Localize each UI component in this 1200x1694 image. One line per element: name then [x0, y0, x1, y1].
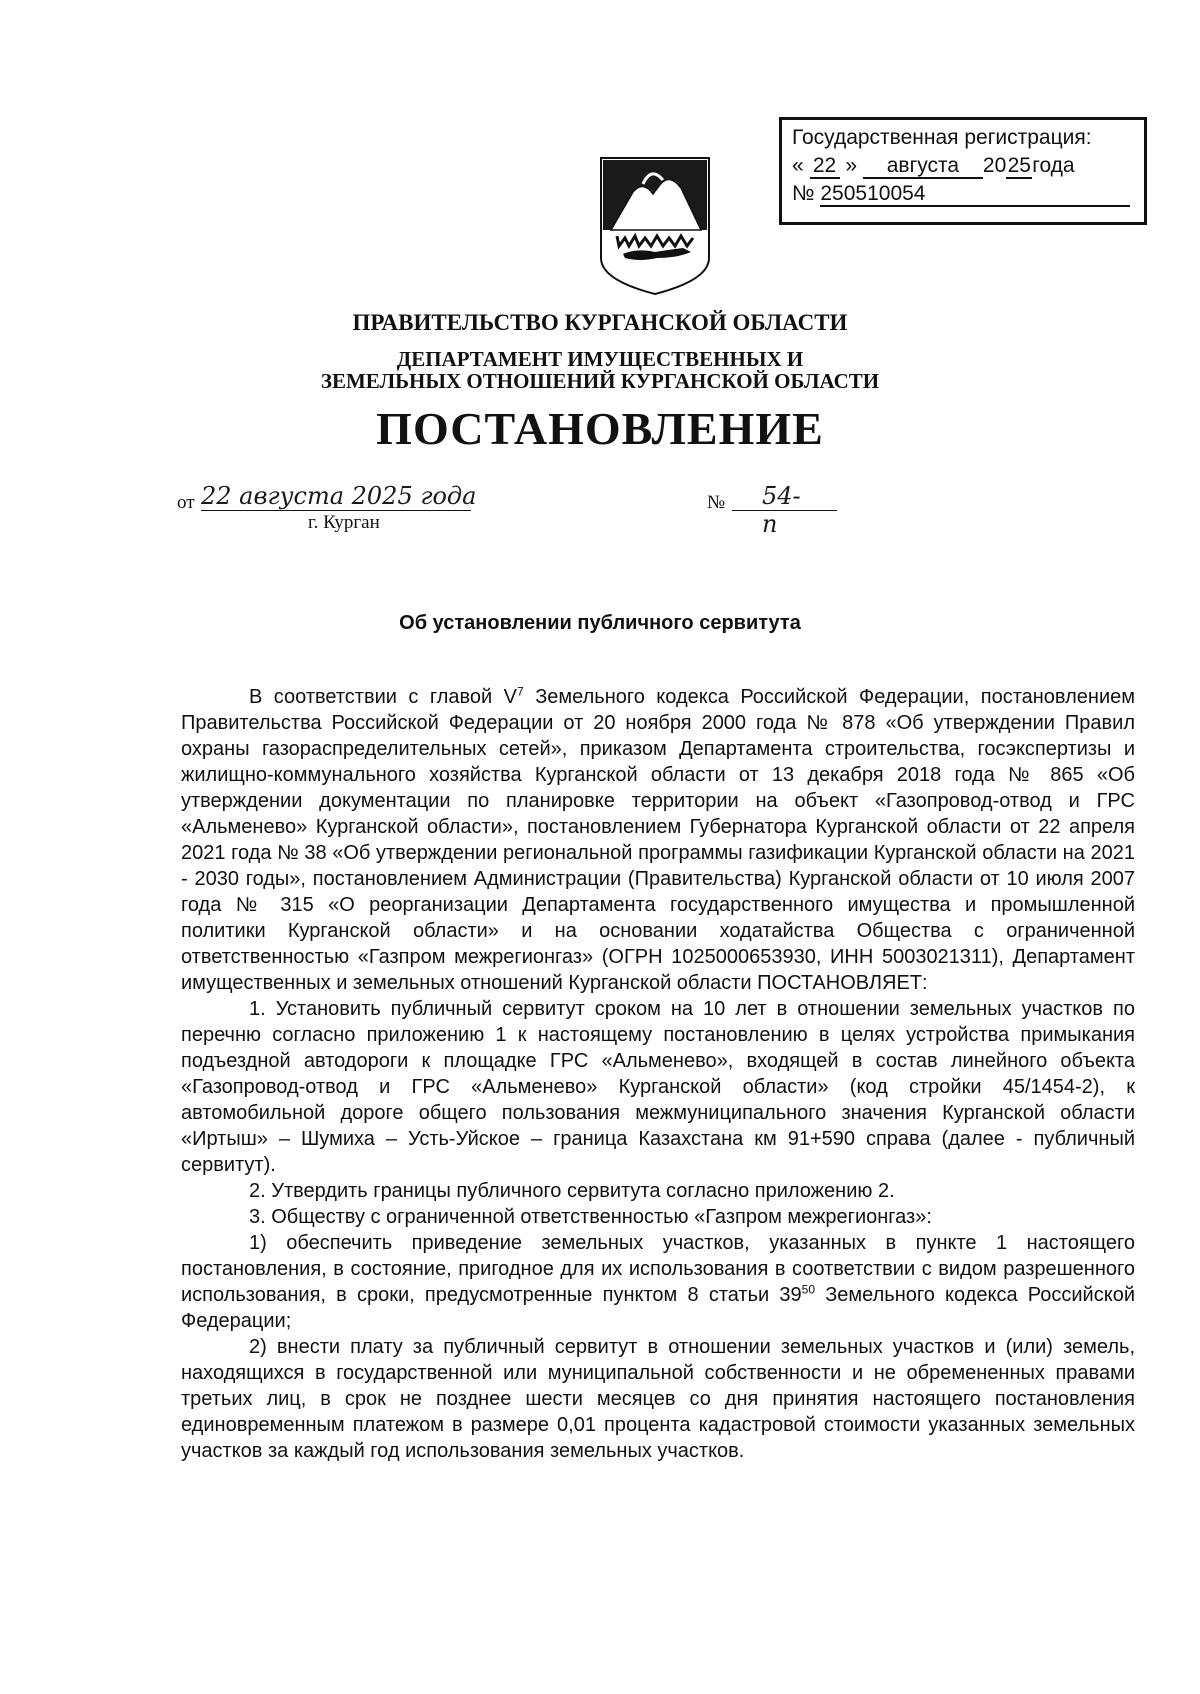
government-name: ПРАВИТЕЛЬСТВО КУРГАНСКОЙ ОБЛАСТИ — [352, 310, 848, 335]
registration-day: 22 — [810, 155, 840, 179]
registration-number: 250510054 — [820, 183, 1130, 207]
paragraph-subitem-1 — [181, 1230, 1135, 1334]
department-name-line1: ДЕПАРТАМЕНТ ИМУЩЕСТВЕННЫХ И — [396, 347, 804, 371]
document-body — [181, 684, 1135, 1464]
paragraph-item-2: 2. Утвердить границы публичного сервитута согласно приложению 2. — [249, 1180, 895, 1202]
registration-number-label: № — [792, 182, 815, 205]
handwritten-number: 54-п — [762, 482, 801, 538]
preamble-text-start: В соответствии с главой V — [249, 686, 518, 708]
registration-number-row — [792, 180, 1134, 208]
date-underline — [201, 510, 471, 511]
date-label: от — [177, 492, 195, 513]
date-number-line — [177, 478, 801, 538]
document-subject: Об установлении публичного сервитута — [399, 612, 801, 634]
document-type: ПОСТАНОВЛЕНИЕ — [376, 403, 824, 454]
paragraph-item-1: 1. Установить публичный сервитут сроком на 10 лет в отношении земельных участков по перечню согласно приложению 1 к настоящему постановлению в целях устройства примыкания подъездной автодороги к площадке ГРС «Альменево», входящей в состав линейного объекта «Газопровод-отвод и ГРС «Альменево» Курганской области» (код стройки 45/1454-2), к автомобильной дороге общего пользования межмуниципального значения Курганской области «Иртыш» – Шумиха – Усть-Уйское – граница Казахстана км 91+590 справа (далее - публичный сервитут). — [181, 998, 1135, 1176]
registration-date — [792, 152, 1134, 180]
registration-year-suffix: 25 — [1007, 154, 1031, 177]
city: г. Курган — [308, 512, 380, 533]
paragraph-subitem-2: 2) внести плату за публичный сервитут в отношении земельных участков и (или) земель, находящихся в государственной или муниципальной собственности и не обремененных правами третьих лиц, в срок не позднее шести месяцев со дня принятия настоящего постановления единовременным платежом в размере 0,01 процента кадастровой стоимости указанных земельных участков за каждый год использования земельных участков. — [181, 1336, 1135, 1462]
number-underline — [732, 510, 837, 511]
department-name-line2: ЗЕМЕЛЬНЫХ ОТНОШЕНИЙ КУРГАНСКОЙ ОБЛАСТИ — [320, 369, 880, 393]
paragraph-preamble — [181, 684, 1135, 996]
subitem-1-text-start: 1) обеспечить приведение земельных участков, указанных в пункте 1 настоящего постановления, в состояние, пригодное для их использования в соответствии с видом разрешенного использования, в сроки, предусмотренные пунктом 8 статьи 39 — [181, 1232, 1135, 1306]
number-label: № — [707, 492, 726, 513]
subitem-1-superscript: 50 — [801, 1282, 815, 1297]
subitem-1-text-end: Земельного кодекса Российской Федерации; — [181, 1284, 1135, 1332]
handwritten-date: 22 августа 2025 года — [201, 482, 477, 510]
registration-stamp — [779, 117, 1147, 225]
registration-title: Государственная регистрация: — [792, 126, 1092, 149]
registration-year-prefix: 20 — [982, 154, 1007, 177]
preamble-text-end: Земельного кодекса Российской Федерации, постановлением Правительства Российской Федерации от 20 ноября 2000 года № 878 «Об утверждении Правил охраны газораспределительных сетей», приказом Департамента строительства, госэкспертизы и жилищно-коммунального хозяйства Курганской области от 13 декабря 2018 года № 865 «Об утверждении документации по планировке территории на объект «Газопровод-отвод и ГРС «Альменево» Курганской области», постановлением Губернатора Курганской области от 22 апреля 2021 года № 38 «Об утверждении региональной программы газификации Курганской области на 2021 - 2030 годы», постановлением Администрации (Правительства) Курганской области от 10 июля 2007 года № 315 «О реорганизации Департамента государственного имущества и промышленной политики Курганской области» и на основании ходатайства Общества с ограниченной ответственностью «Газпром межрегионгаз» (ОГРН 1025000653930, ИНН 5003021311), Департамент имущественных и земельных отношений Курганской области ПОСТАНОВЛЯЕТ: — [181, 686, 1135, 994]
coat-of-arms-emblem — [597, 154, 713, 296]
paragraph-item-3: 3. Обществу с ограниченной ответственностью «Газпром межрегионгаз»: — [249, 1206, 932, 1228]
registration-year-word: года — [1032, 154, 1075, 177]
preamble-superscript: 7 — [517, 684, 524, 699]
department-name — [0, 348, 1200, 392]
registration-quote-open: « — [792, 154, 804, 177]
registration-quote-close: » — [845, 154, 858, 177]
registration-month: августа — [863, 155, 983, 179]
